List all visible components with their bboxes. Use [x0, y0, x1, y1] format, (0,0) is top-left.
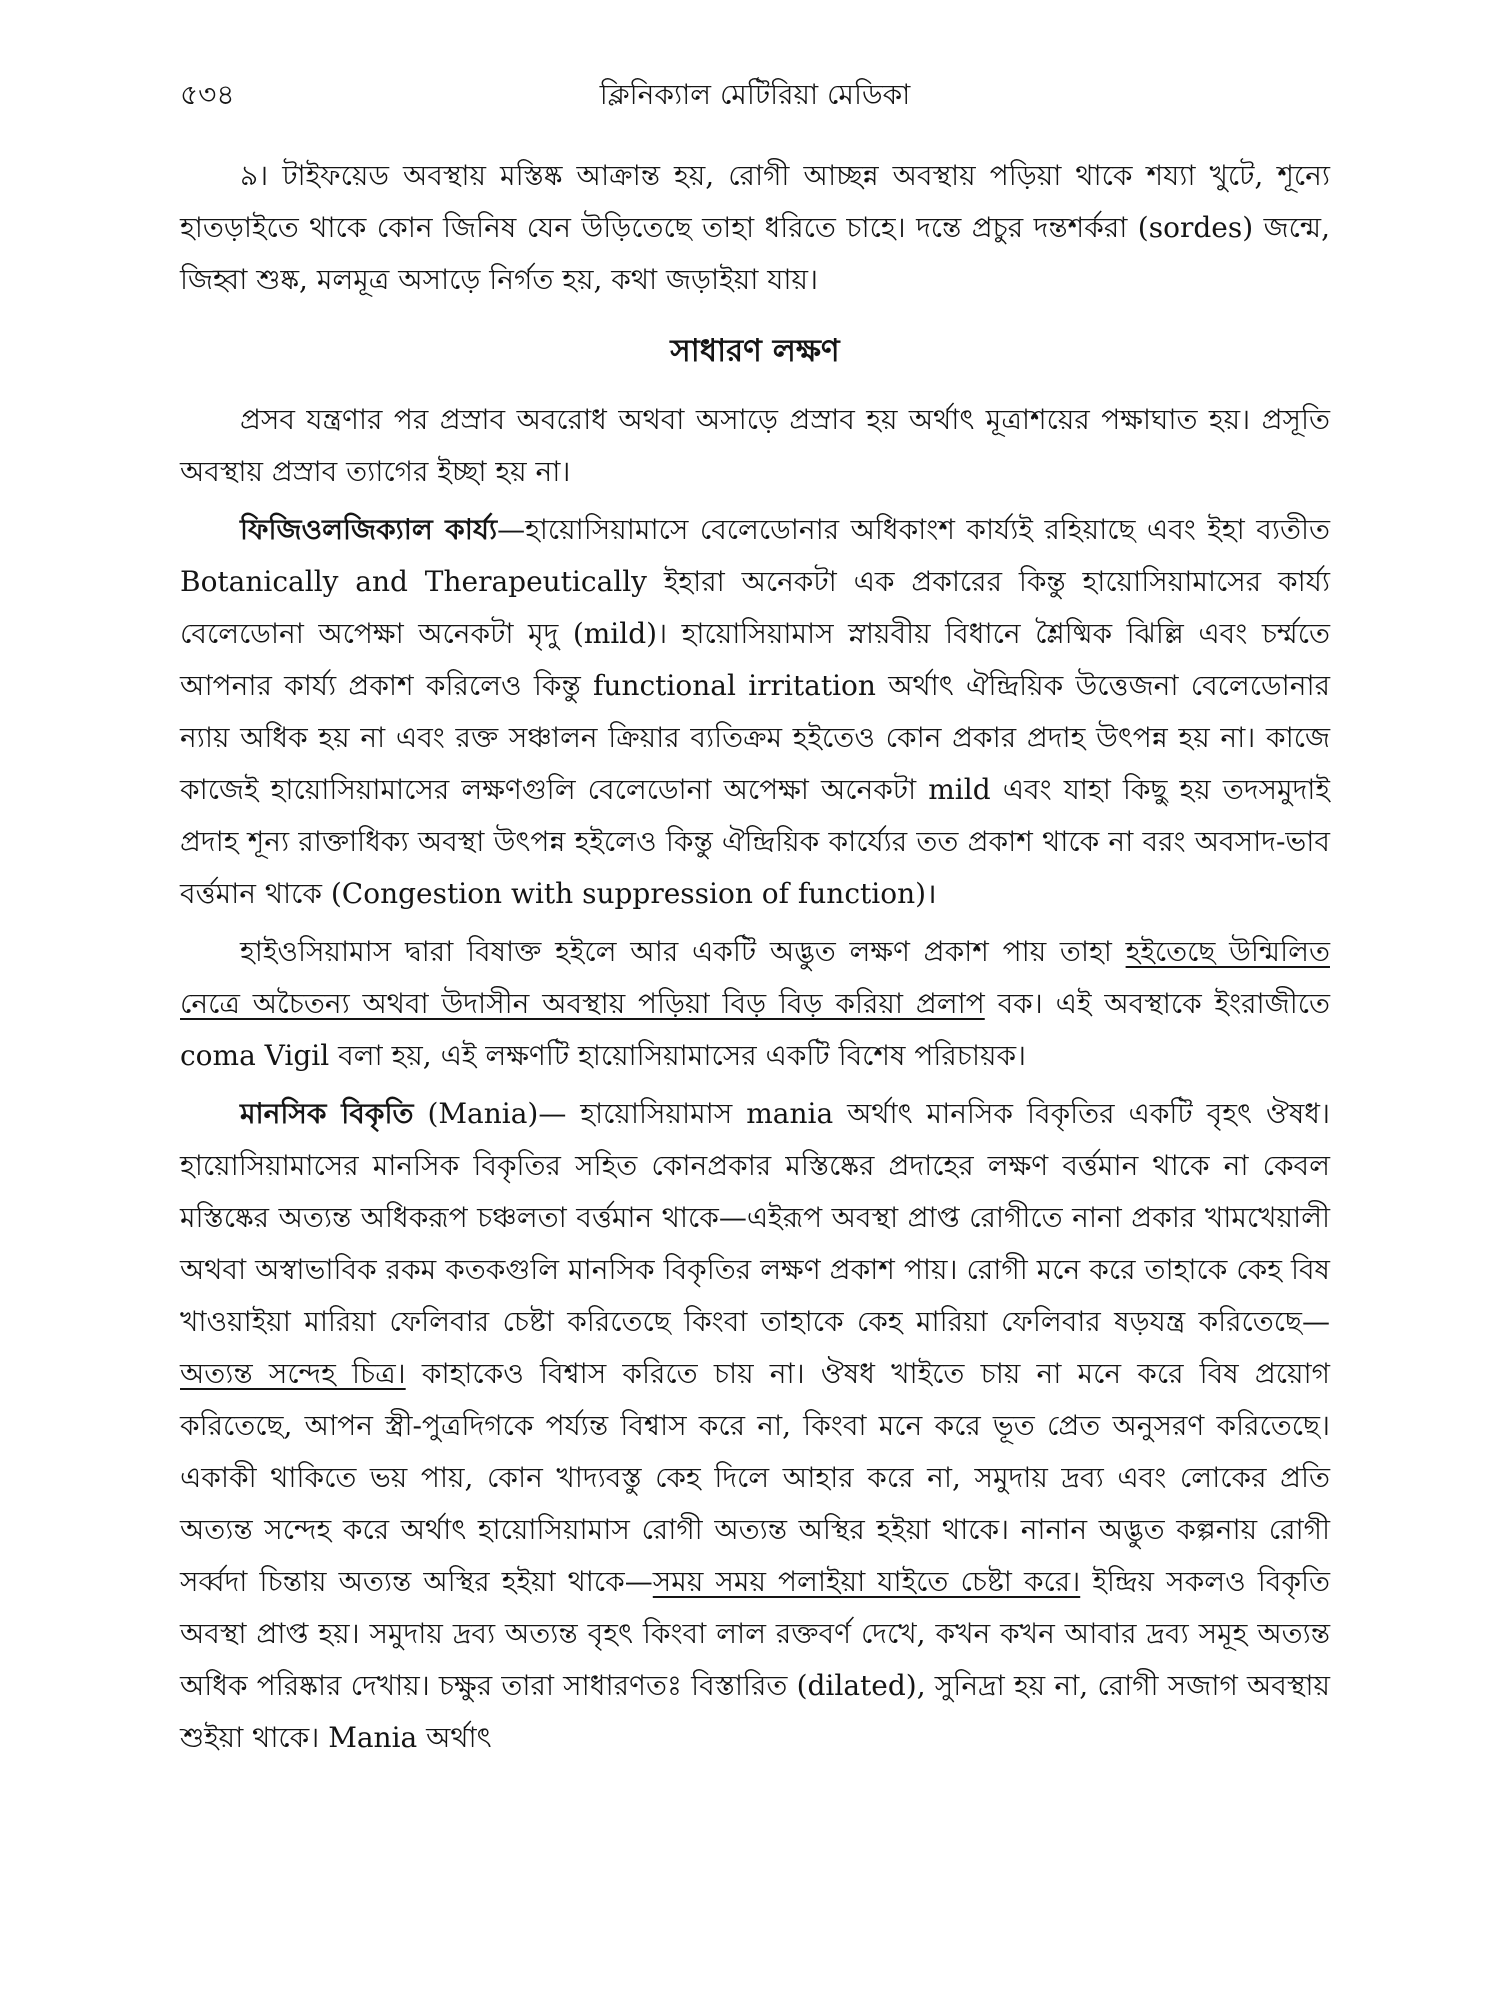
mania-underlined-1: অত্যন্ত সন্দেহ চিত্র।	[180, 1357, 406, 1390]
section-heading: সাধারণ লক্ষণ	[670, 333, 840, 369]
paragraph-typhoid: ৯। টাইফয়েড অবস্থায় মস্তিষ্ক আক্রান্ত হয়, রোগী আচ্ছন্ন অবস্থায় পড়িয়া থাকে শয্যা খুটে, শূন্যে হাতড়াইতে থাকে কোন জিনিষ যেন উড়িতেছে তাহা ধরিতে চাহে। দন্তে প্রচুর দন্তশর্করা (sordes) জন্মে, জিহ্বা শুষ্ক, মলমূত্র অসাড়ে নির্গত হয়, কথা জড়াইয়া যায়।	[180, 159, 1330, 296]
page-body	[180, 150, 1330, 1770]
page-header	[180, 78, 1330, 118]
physiological-lead: ফিজিওলজিক্যাল কার্য্য	[240, 513, 498, 546]
mania-part3: ইন্দ্রিয় সকলও বিকৃতি অবস্থা প্রাপ্ত হয়। সমুদায় দ্রব্য অত্যন্ত বৃহৎ কিংবা লাল রক্তবর্ণ দেখে, কখন কখন আবার দ্রব্য সমূহ অত্যন্ত অধিক পরিষ্কার দেখায়। চক্ষুর তারা সাধারণতঃ বিস্তারিত (dilated), সুনিদ্রা হয় না, রোগী সজাগ অবস্থায় শুইয়া থাকে। Mania অর্থাৎ	[180, 1565, 1330, 1754]
page-number: ৫৩৪	[180, 78, 235, 111]
paragraph-coma-vigil	[180, 926, 1330, 1082]
coma-vigil-after: বক। এই অবস্থাকে ইংরাজীতে coma Vigil বলা হয়, এই লক্ষণটি হায়োসিয়ামাসের একটি বিশেষ পরিচায়ক।	[180, 987, 1330, 1072]
mania-lead: মানসিক বিকৃতি	[240, 1097, 414, 1130]
paragraph-mania	[180, 1088, 1330, 1764]
mania-part1: (Mania)— হায়োসিয়ামাস mania অর্থাৎ মানসিক বিকৃতির একটি বৃহৎ ঔষধ। হায়োসিয়ামাসের মানসিক বিকৃতির সহিত কোনপ্রকার মস্তিষ্কের প্রদাহের লক্ষণ বর্ত্তমান থাকে না কেবল মস্তিষ্কের অত্যন্ত অধিকরূপ চঞ্চলতা বর্ত্তমান থাকে—এইরূপ অবস্থা প্রাপ্ত রোগীতে নানা প্রকার খামখেয়ালী অথবা অস্বাভাবিক রকম কতকগুলি মানসিক বিকৃতির লক্ষণ প্রকাশ পায়। রোগী মনে করে তাহাকে কেহ বিষ খাওয়াইয়া মারিয়া ফেলিবার চেষ্টা করিতেছে কিংবা তাহাকে কেহ মারিয়া ফেলিবার ষড়যন্ত্র করিতেছে—	[180, 1097, 1330, 1338]
paragraph-prosab: প্রসব যন্ত্রণার পর প্রস্রাব অবরোধ অথবা অসাড়ে প্রস্রাব হয় অর্থাৎ মূত্রাশয়ের পক্ষাঘাত হয়। প্রসূতি অবস্থায় প্রস্রাব ত্যাগের ইচ্ছা হয় না।	[180, 403, 1330, 488]
physiological-text: —হায়োসিয়ামাসে বেলেডোনার অধিকাংশ কার্য্যই রহিয়াছে এবং ইহা ব্যতীত Botanically and Therapeutically ইহারা অনেকটা এক প্রকারের কিন্তু হায়োসিয়ামাসের কার্য্য বেলেডোনা অপেক্ষা অনেকটা মৃদু (mild)। হায়োসিয়ামাস স্নায়বীয় বিধানে শ্লৈষ্মিক ঝিল্লি এবং চর্ম্মতে আপনার কার্য্য প্রকাশ করিলেও কিন্তু functional irritation অর্থাৎ ঐন্দ্রিয়িক উত্তেজনা বেলেডোনার ন্যায় অধিক হয় না এবং রক্ত সঞ্চালন ক্রিয়ার ব্যতিক্রম হইতেও কোন প্রকার প্রদাহ উৎপন্ন হয় না। কাজে কাজেই হায়োসিয়ামাসের লক্ষণগুলি বেলেডোনা অপেক্ষা অনেকটা mild এবং যাহা কিছু হয় তদসমুদাই প্রদাহ শূন্য রাক্তাধিক্য অবস্থা উৎপন্ন হইলেও কিন্তু ঐন্দ্রিয়িক কার্য্যের তত প্রকাশ থাকে না বরং অবসাদ-ভাব বর্ত্তমান থাকে (Congestion with suppression of function)।	[180, 513, 1331, 910]
coma-vigil-before: হাইওসিয়ামাস দ্বারা বিষাক্ত হইলে আর একটি অদ্ভুত লক্ষণ প্রকাশ পায় তাহা	[240, 935, 1126, 968]
mania-part2: কাহাকেও বিশ্বাস করিতে চায় না। ঔষধ খাইতে চায় না মনে করে বিষ প্রয়োগ করিতেছে, আপন স্ত্রী-পুত্রদিগকে পর্য্যন্ত বিশ্বাস করে না, কিংবা মনে করে ভূত প্রেত অনুসরণ করিতেছে। একাকী থাকিতে ভয় পায়, কোন খাদ্যবস্তু কেহ দিলে আহার করে না, সমুদায় দ্রব্য এবং লোকের প্রতি অত্যন্ত সন্দেহ করে অর্থাৎ হায়োসিয়ামাস রোগী অত্যন্ত অস্থির হইয়া থাকে। নানান অদ্ভুত কল্পনায় রোগী সর্ব্বদা চিন্তায় অত্যন্ত অস্থির হইয়া থাকে—	[180, 1357, 1330, 1598]
paragraph-physiological	[180, 504, 1330, 920]
coma-vigil-underlined: হইতেছে উন্মিলিত নেত্রে অচৈতন্য অথবা উদাসীন অবস্থায় পড়িয়া বিড় বিড় করিয়া প্রলাপ	[180, 935, 1330, 1020]
mania-underlined-2: সময় সময় পলাইয়া যাইতে চেষ্টা করে।	[652, 1565, 1081, 1598]
running-title: ক্লিনিক্যাল মেটিরিয়া মেডিকা	[599, 78, 911, 111]
